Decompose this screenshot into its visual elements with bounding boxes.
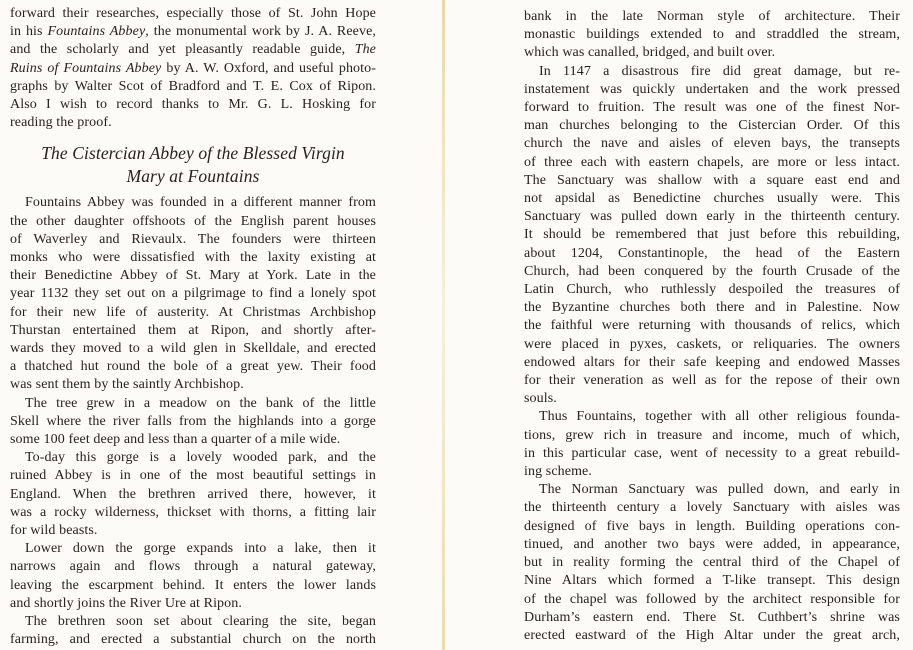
text-line <box>524 99 900 117</box>
text-line <box>524 336 900 354</box>
text-line <box>10 522 376 540</box>
text-line <box>524 536 900 554</box>
text-line <box>524 263 900 281</box>
text-line <box>10 595 376 613</box>
text-segment: the faithful were returning with thousands of relics, which <box>524 318 900 334</box>
text-segment: graphs by Walter Scot of Bradford and T. E. Cox of Ripon. <box>10 78 376 94</box>
text-line <box>524 427 900 445</box>
text-segment: narrows again and flows through a natural gateway, <box>10 559 376 575</box>
text-segment: leaving the escarpment behind. It enters the lower lands <box>10 577 376 593</box>
text-segment: ruined Abbey is in one of the most beautiful settings in <box>10 468 376 484</box>
text-segment: monastic buildings extended to and straddled the stream, <box>524 27 900 43</box>
text-segment: To-day this gorge is a lovely wooded park, and the <box>25 450 376 466</box>
paragraph <box>524 481 900 645</box>
text-segment: year 1132 they set out on a pilgrimage to find a lonely spot <box>10 286 376 302</box>
paragraph <box>10 194 376 394</box>
italic-text: The <box>354 42 376 58</box>
text-line <box>10 304 376 322</box>
paragraph <box>524 8 900 63</box>
text-line <box>10 114 376 132</box>
text-line <box>524 154 900 172</box>
text-line <box>10 96 376 114</box>
italic-text: Fountains Abbey <box>47 24 146 40</box>
text-segment: erected eastward of the High Altar under the great arch, <box>524 627 900 643</box>
text-segment: Thus Fountains, together with all other religious founda- <box>539 409 900 425</box>
text-line <box>10 577 376 595</box>
text-line <box>524 281 900 299</box>
text-line <box>10 486 376 504</box>
text-line <box>524 317 900 335</box>
text-line <box>10 285 376 303</box>
text-line <box>524 8 900 26</box>
text-line <box>524 572 900 590</box>
text-line <box>524 226 900 244</box>
text-segment: , the monumental work by J. A. Reeve, <box>145 24 376 40</box>
text-line <box>524 299 900 317</box>
paragraph <box>10 5 376 132</box>
text-segment: The Cistercian Abbey of the Blessed Virgin <box>41 143 345 164</box>
text-line <box>524 518 900 536</box>
text-segment: tions, grew rich in treasure and income, much of which, <box>524 427 900 443</box>
text-line <box>10 613 376 631</box>
text-line <box>524 44 900 62</box>
text-segment: for their new life of austerity. At Christmas Archbishop <box>10 304 376 320</box>
text-line <box>10 358 376 376</box>
text-line <box>524 63 900 81</box>
text-segment: It should be remembered that just before this rebuilding, <box>524 227 900 243</box>
text-segment: the other daughter offshoots of the English parent houses <box>10 213 376 229</box>
text-line <box>10 504 376 522</box>
text-segment: and shortly joins the River Ure at Ripon. <box>10 595 242 611</box>
text-segment: in his <box>10 24 48 40</box>
text-line <box>10 5 376 23</box>
text-line <box>524 117 900 135</box>
text-segment: In 1147 a disastrous fire did great damage, but re- <box>539 63 900 79</box>
text-segment: some 100 feet deep and less than a quarter of a mile wide. <box>10 432 341 448</box>
heading-line <box>10 165 376 188</box>
text-line <box>10 213 376 231</box>
text-line <box>524 135 900 153</box>
text-line <box>524 591 900 609</box>
text-segment: Nine Altars which formed a T-like transept. This design <box>524 573 900 589</box>
text-line <box>10 395 376 413</box>
text-segment: farming, and erected a substantial church on the north <box>10 632 376 648</box>
text-segment: were placed in pyxes, caskets, or reliquaries. The owners <box>524 336 900 352</box>
text-segment: reading the proof. <box>10 115 112 131</box>
text-segment: was sent them by the saintly Archbishop. <box>10 377 244 393</box>
text-line <box>10 322 376 340</box>
text-segment: their Benedictine Abbey of St. Mary at York. Late in the <box>10 268 376 284</box>
text-segment: which was canalled, bridged, and built over. <box>524 45 776 61</box>
text-segment: Thurstan entertained them at Ripon, and shortly after- <box>10 322 376 338</box>
text-segment: Church, had been conquered by the fourth Crusade of the <box>524 263 900 279</box>
text-segment: instatement was quickly undertaken and the work pressed <box>524 81 900 97</box>
page-gutter <box>442 0 445 650</box>
text-line <box>10 558 376 576</box>
text-segment: The brethren soon set about clearing the site, began <box>25 614 376 630</box>
text-segment: wards they moved to a wild glen in Skelldale, and erected <box>10 341 376 357</box>
section-heading <box>10 142 376 188</box>
text-line <box>10 376 376 394</box>
text-segment: forward to fruition. The result was one of the finest Nor- <box>524 100 900 116</box>
text-line <box>10 194 376 212</box>
text-segment: forward their researches, especially those of St. John Hope <box>10 6 376 21</box>
text-line <box>10 249 376 267</box>
text-segment: the Byzantine churches both there and in Palestine. Now <box>524 300 900 316</box>
text-segment: Latin Church, who ruthlessly despoiled the treasures of <box>524 282 900 298</box>
text-segment: The Norman Sanctuary was pulled down, and early in <box>539 482 900 498</box>
text-segment: for their veneration as well as for the repose of their own <box>524 373 900 389</box>
text-line <box>10 631 376 649</box>
text-segment: ing scheme. <box>524 464 592 480</box>
text-line <box>10 449 376 467</box>
text-line <box>524 445 900 463</box>
text-line <box>524 499 900 517</box>
text-segment: not apsidal as Benedictine churches usually were. This <box>524 191 900 207</box>
paragraph <box>524 63 900 409</box>
text-line <box>10 467 376 485</box>
text-segment: Also I wish to record thanks to Mr. G. L. Hosking for <box>10 97 376 113</box>
text-segment: in this particular case, went of necessity to a great rebuild- <box>524 445 900 461</box>
text-line <box>10 23 376 41</box>
text-segment: and the scholarly and yet pleasantly readable guide, <box>10 42 355 58</box>
text-line <box>10 413 376 431</box>
text-segment: Fountains Abbey was founded in a different manner from <box>25 195 376 211</box>
text-segment: church the nave and aisles of eleven bays, the transepts <box>524 136 900 152</box>
text-segment: about 1204, Constantinople, the head of the Eastern <box>524 245 900 261</box>
text-segment: of the chapel was followed by the architect responsible for <box>524 591 900 607</box>
text-line <box>524 554 900 572</box>
text-segment: souls. <box>524 391 557 407</box>
text-line <box>524 481 900 499</box>
text-segment: The tree grew in a meadow on the bank of the little <box>25 395 376 411</box>
paragraph <box>10 449 376 540</box>
text-line <box>10 78 376 96</box>
text-line <box>524 190 900 208</box>
left-page <box>0 0 444 650</box>
text-line <box>10 267 376 285</box>
text-line <box>10 431 376 449</box>
text-segment: England. When the brethren arrived there, however, it <box>10 486 376 502</box>
text-segment: tinued, and another two bays were added, in appearance, <box>524 536 900 552</box>
right-page <box>447 0 913 650</box>
text-segment: endowed altars for their safe keeping and endowed Masses <box>524 354 900 370</box>
text-line <box>524 26 900 44</box>
text-segment: but in reality forming the central third of the Chapel of <box>524 555 900 571</box>
text-segment: the thirteenth century a lovely Sanctuary with aisles was <box>524 500 900 516</box>
text-line <box>524 208 900 226</box>
text-line <box>10 540 376 558</box>
text-line <box>10 41 376 59</box>
heading-line <box>10 142 376 165</box>
text-segment: man churches belonging to the Cistercian Order. Of this <box>524 118 900 134</box>
text-segment: bank in the late Norman style of architecture. Their <box>524 9 900 24</box>
text-segment: by A. W. Oxford, and useful photo- <box>161 60 376 76</box>
text-line <box>524 81 900 99</box>
text-segment: for wild beasts. <box>10 523 98 539</box>
text-segment: Durham’s eastern end. There St. Cuthbert’s shrine was <box>524 609 900 625</box>
text-line <box>524 245 900 263</box>
text-line <box>524 463 900 481</box>
text-segment: The Sanctuary was shallow with a square east end and <box>524 172 900 188</box>
paragraph <box>10 540 376 613</box>
text-segment: designed of five bays in length. Building operations con- <box>524 518 900 534</box>
text-line <box>10 340 376 358</box>
text-line <box>524 627 900 645</box>
text-segment: of Waverley and Rievaulx. The founders were thirteen <box>10 231 376 247</box>
text-line <box>524 408 900 426</box>
italic-text: Ruins of Fountains Abbey <box>10 60 162 76</box>
text-segment: was a rocky wilderness, thickset with thorns, a fitting lair <box>10 504 376 520</box>
text-segment: Mary at Fountains <box>126 166 260 187</box>
text-line <box>10 60 376 78</box>
text-line <box>524 372 900 390</box>
text-segment: Lower down the gorge expands into a lake, then it <box>25 541 376 557</box>
text-line <box>10 231 376 249</box>
text-segment: Skell where the river falls from the highlands into a gorge <box>10 413 376 429</box>
text-segment: a thatched hut round the bole of a great yew. Their food <box>10 359 376 375</box>
text-line <box>524 609 900 627</box>
text-segment: monks who were dissatisfied with the laxity existing at <box>10 250 376 266</box>
text-segment: of three each with eastern chapels, are more or less intact. <box>524 154 900 170</box>
text-line <box>524 354 900 372</box>
paragraph <box>524 408 900 481</box>
text-line <box>524 172 900 190</box>
text-line <box>524 390 900 408</box>
paragraph <box>10 395 376 450</box>
paragraph <box>10 613 376 649</box>
text-segment: Sanctuary was pulled down early in the thirteenth century. <box>524 209 900 225</box>
